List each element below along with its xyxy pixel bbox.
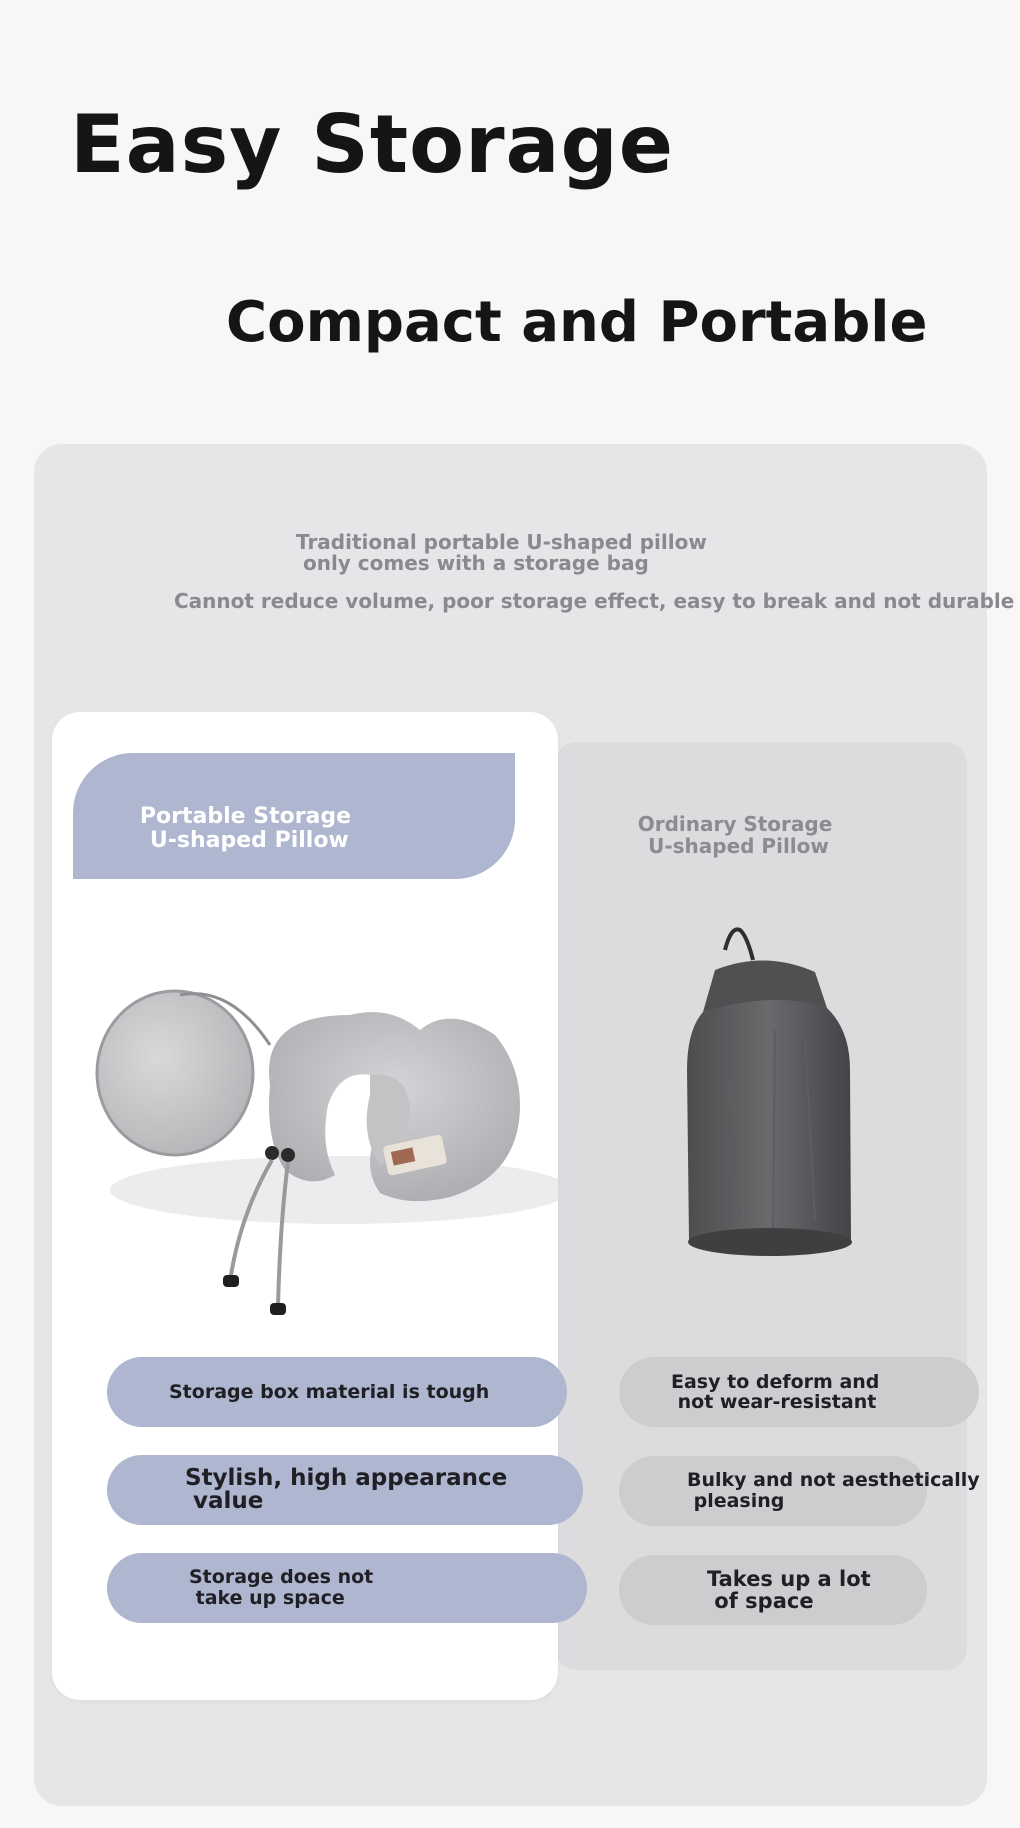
neck-pillow-with-case-icon [80,975,558,1335]
traditional-note: Traditional portable U-shaped pillow only comes with a storage bag [296,530,707,575]
ordinary-feature-label: Easy to deform and not wear-resistant [671,1371,880,1413]
portable-feature-label: Storage box material is tough [169,1381,490,1403]
ordinary-feature-label: Bulky and not aesthetically pleasing [687,1469,980,1512]
portable-feature-label: Storage does not take up space [189,1566,374,1609]
portable-feature-pill [107,1357,567,1427]
portable-card-title: Portable Storage U-shaped Pillow [139,804,352,853]
portable-feature-pill [107,1553,587,1623]
drawstring-bag-icon [655,920,885,1275]
portable-feature-label: Stylish, high appearance value [185,1465,508,1514]
page-title: Easy Storage [70,98,675,191]
ordinary-feature-pill [619,1456,980,1526]
ordinary-feature-label: Takes up a lot of space [707,1567,871,1613]
drawback-note: Cannot reduce volume, poor storage effect, easy to break and not durable [174,589,1015,613]
page-subtitle: Compact and Portable [226,290,928,355]
portable-feature-pill [107,1455,583,1525]
ordinary-card-title: Ordinary Storage U-shaped Pillow [637,812,833,858]
ordinary-feature-pill [619,1357,979,1427]
ordinary-feature-pill [619,1555,927,1625]
